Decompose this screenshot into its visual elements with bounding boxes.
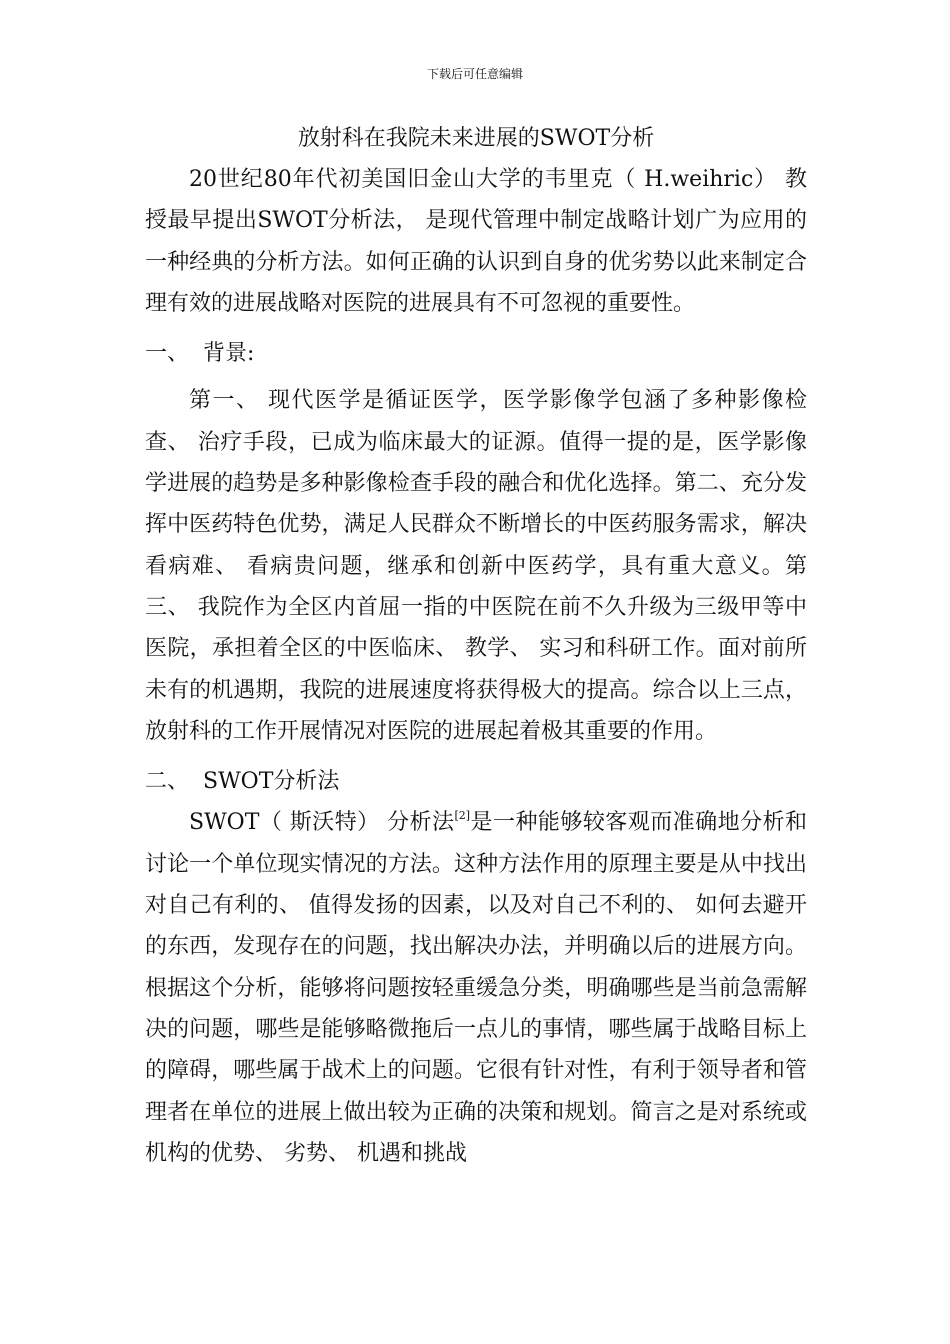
section-heading-background <box>145 333 807 374</box>
swot-paragraph <box>145 802 807 1174</box>
section-title: 背景: <box>203 341 255 367</box>
page-header: 下载后可任意编辑 <box>426 67 523 81</box>
swot-paragraph-rest: 是一种能够较客观而准确地分析和讨论一个单位现实情况的方法。这种方法作用的原理主要是从中找出对自己有利的、 值得发扬的因素，以及对自己不利的、 如何去避开的东西，发现存在的问题，找出解决办法，并明确以后的进展方向。根据这个分析，能够将问题按轻重缓急分类，明确哪些是当前急需解决的问题，哪些是能够略微拖后一点儿的事情，哪些属于战略目标上的障碍，哪些属于战术上的问题。它很有针对性，有利于领导者和管理者在单位的进展上做出较为正确的决策和规划。简言之是对系统或机构的优势、 劣势、 机遇和挑战 <box>145 810 807 1166</box>
section-number: 二、 <box>145 769 190 795</box>
background-paragraph: 第一、 现代医学是循证医学，医学影像学包涵了多种影像检查、 治疗手段，已成为临床最大的证源。值得一提的是，医学影像学进展的趋势是多种影像检查手段的融合和优化选择。第二、充分发挥中医药特色优势，满足人民群众不断增长的中医药服务需求，解决看病难、 看病贵问题，继承和创新中医药学，具有重大意义。第三、 我院作为全区内首屈一指的中医院在前不久升级为三级甲等中医院，承担着全区的中医临床、 教学、 实习和科研工作。面对前所未有的机遇期，我院的进展速度将获得极大的提高。综合以上三点，放射科的工作开展情况对医院的进展起着极其重要的作用。 <box>145 388 807 744</box>
section-heading-swot <box>145 761 807 802</box>
section-title: SWOT分析法 <box>203 769 340 795</box>
section-number: 一、 <box>145 341 190 367</box>
swot-paragraph-start: SWOT（ 斯沃特） 分析法 <box>189 810 455 836</box>
document-body <box>145 118 807 1174</box>
intro-paragraph: 20世纪80年代初美国旧金山大学的韦里克（ H.weihric） 教授最早提出SWOT分析法， 是现代管理中制定战略计划广为应用的一种经典的分析方法。如何正确的认识到自身的优劣势以此来制定合理有效的进展战略对医院的进展具有不可忽视的重要性。 <box>145 167 807 316</box>
document-title: 放射科在我院未来进展的SWOT分析 <box>297 126 655 151</box>
citation-mark: [2] <box>454 809 471 823</box>
